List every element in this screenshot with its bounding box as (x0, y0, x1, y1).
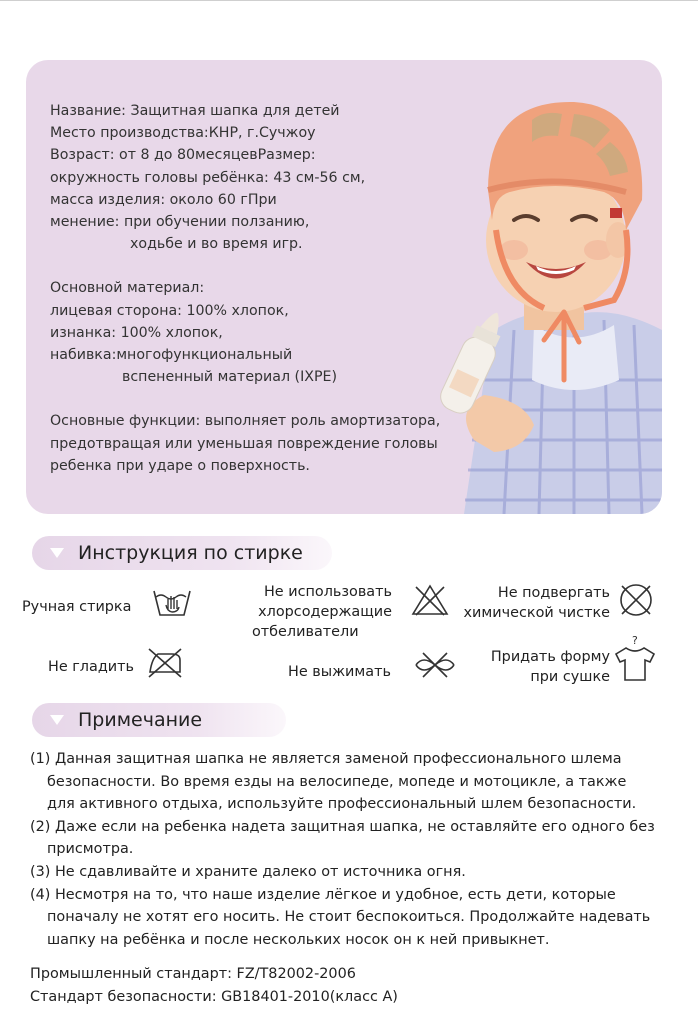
material-filling: набивка:многофункциональный (50, 347, 293, 364)
note-list (30, 748, 680, 951)
note-item-4: (4) Несмотря на то, что наше изделие лёгкое и удобное, есть дети, которые (30, 886, 616, 903)
product-name-line: Название: Защитная шапка для детей (50, 103, 340, 119)
no-dry-clean-icon (617, 581, 655, 619)
origin-line: Место производства:КНР, г.Сучжоу (50, 125, 316, 142)
no-wring-icon (413, 650, 457, 680)
note-item-1-cont-1: безопасности. Во время езды на велосипеде, мопеде и мотоцикле, а также (47, 773, 627, 790)
reshape-line-2: при сушке (530, 669, 610, 685)
material-outer: лицевая сторона: 100% хлопок, (50, 302, 289, 319)
no-bleach-line-1: Не использовать (263, 584, 392, 600)
hand-wash-label: Ручная стирка (22, 599, 132, 615)
safety-standard: Стандарт безопасности: GB18401-2010(класс А) (30, 988, 398, 1005)
note-item-4-cont-1: поначалу не хотят его носить. Не стоит беспокоиться. Продолжайте надевать (47, 909, 651, 926)
note-item-2: (2) Даже если на ребенка надета защитная шапка, не оставляйте его одного без (30, 818, 655, 835)
note-section-header (32, 703, 286, 737)
no-bleach-label (250, 582, 392, 642)
usage-line: менение: при обучении ползанию, (50, 214, 310, 231)
product-description (50, 100, 470, 477)
washing-section-title: Инструкция по стирке (78, 542, 303, 564)
note-item-3: (3) Не сдавливайте и храните далеко от источника огня. (30, 863, 466, 880)
head-size-line: окружность головы ребёнка: 43 см-56 см, (50, 169, 366, 186)
no-bleach-icon (410, 583, 450, 617)
functions-line-2: предотвращая или уменьшая повреждение головы (50, 435, 438, 452)
top-divider (0, 0, 698, 1)
no-dry-clean-line-2: химической чистке (463, 605, 610, 621)
triangle-marker-icon (50, 548, 64, 558)
note-item-1-cont-2: для активного отдыха, используйте профессиональный шлем безопасности. (47, 796, 637, 813)
weight-line: масса изделия: около 60 гПри (50, 191, 277, 208)
functions-line-1: Основные функции: выполняет роль амортизатора, (50, 413, 441, 430)
no-bleach-line-2: хлорсодержащие (258, 604, 392, 620)
washing-section-header (32, 536, 332, 570)
material-title: Основной материал: (50, 280, 205, 297)
functions-line-3: ребенка при ударе о поверхность. (50, 457, 310, 474)
hand-wash-icon (150, 585, 194, 619)
no-dry-clean-line-1: Не подвергать (497, 585, 610, 601)
note-item-1: (1) Данная защитная шапка не является заменой профессионального шлема (30, 751, 622, 767)
triangle-marker-icon (50, 715, 64, 725)
no-wring-label: Не выжимать (288, 664, 391, 680)
reshape-label (470, 647, 610, 687)
no-bleach-line-3: отбеливатели (252, 624, 359, 640)
reshape-shirt-icon (612, 634, 658, 684)
age-line: Возраст: от 8 до 80месяцевРазмер: (50, 147, 316, 164)
note-item-2-cont-1: присмотра. (47, 841, 134, 858)
standards-block (30, 963, 398, 1008)
note-item-4-cont-2: шапку на ребёнка и после нескольких носок он к ней привыкнет. (47, 931, 550, 948)
svg-text:?: ? (632, 634, 638, 647)
no-iron-label: Не гладить (48, 659, 134, 675)
baby-with-helmet-illustration (414, 80, 662, 514)
material-inner: изнанка: 100% хлопок, (50, 324, 223, 341)
industrial-standard: Промышленный стандарт: FZ/T82002-2006 (30, 966, 356, 982)
note-section-title: Примечание (78, 709, 203, 731)
reshape-line-1: Придать форму (490, 649, 610, 665)
material-filling-cont: вспененный материал (IXPE) (122, 369, 338, 386)
product-info-card (26, 60, 662, 514)
usage-line-cont: ходьбе и во время игр. (130, 236, 303, 253)
no-iron-icon (146, 646, 184, 680)
no-dry-clean-label (450, 583, 610, 623)
